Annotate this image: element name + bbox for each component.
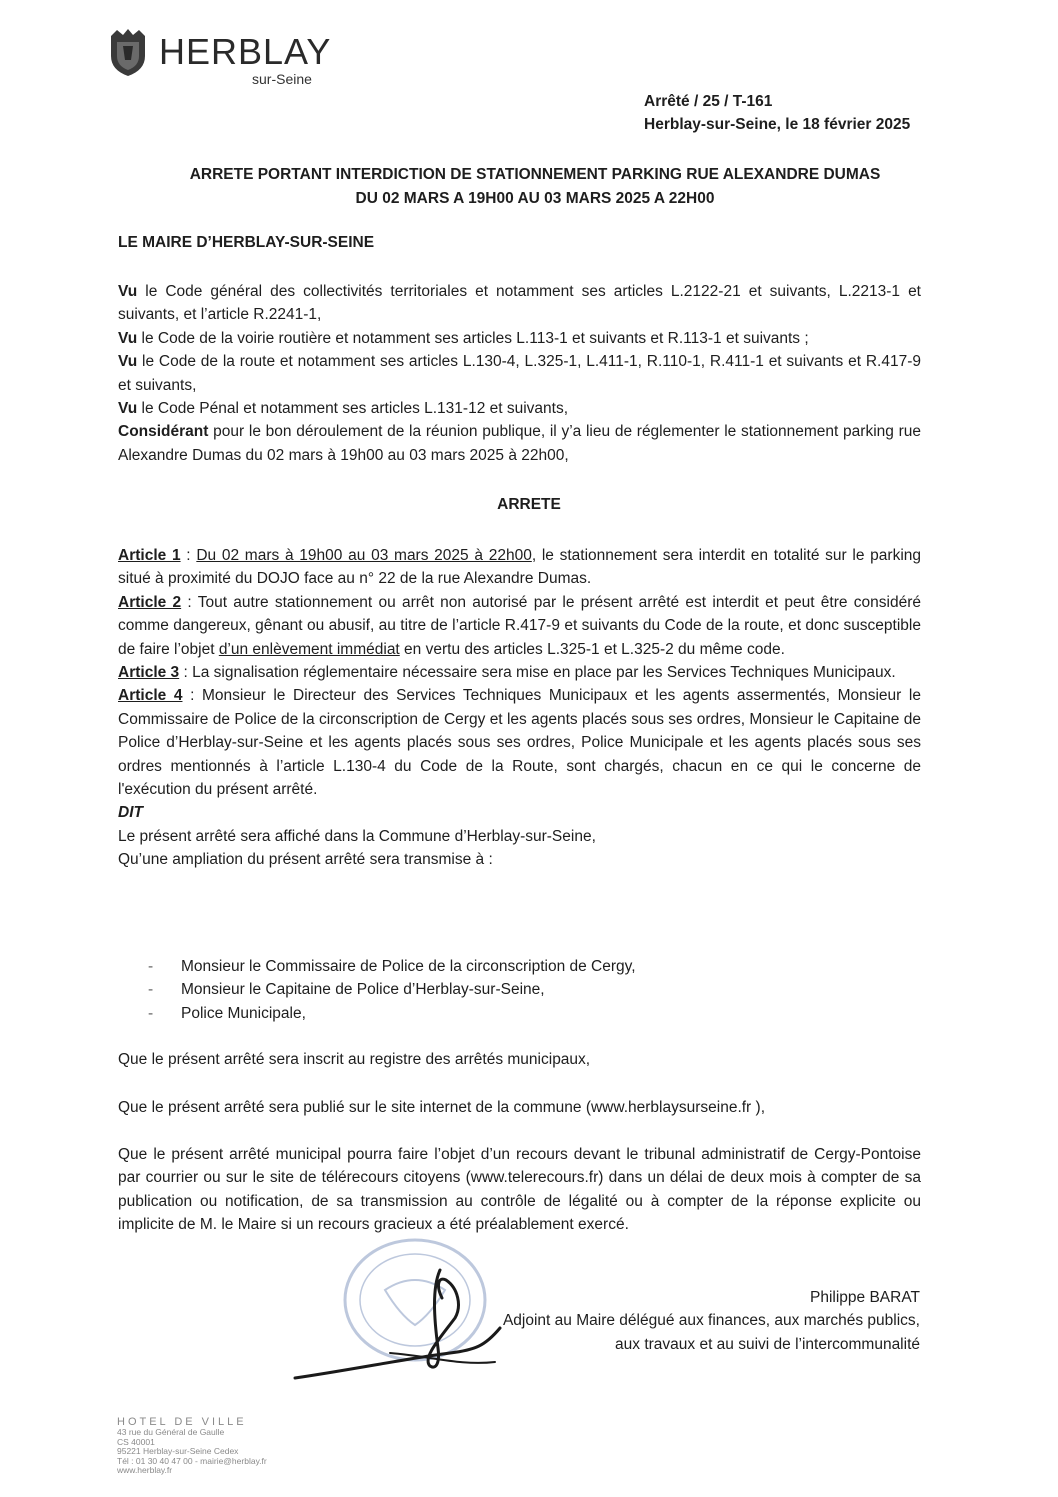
issuer-heading: LE MAIRE D’HERBLAY-SUR-SEINE bbox=[118, 234, 375, 251]
city-name-sub: sur-Seine bbox=[252, 71, 312, 87]
articles bbox=[118, 544, 921, 872]
reference-block bbox=[644, 90, 944, 136]
city-logo bbox=[103, 22, 333, 87]
footer-title: HOTEL DE VILLE bbox=[117, 1416, 247, 1428]
consideration-item: Vu le Code général des collectivités territoriales et notamment ses articles L.2122-21 et suivants, L.2213-1 et suivants, et l’article R.2241-1, bbox=[118, 283, 921, 324]
footer-line: 43 rue du Général de Gaulle bbox=[117, 1427, 225, 1437]
dit-line-2: Qu’une ampliation du présent arrêté sera transmise à : bbox=[118, 851, 493, 869]
dit-line-1: Le présent arrêté sera affiché dans la Commune d’Herblay-sur-Seine, bbox=[118, 827, 596, 845]
footer-address bbox=[117, 1416, 437, 1476]
city-crest-icon bbox=[103, 28, 153, 78]
city-name: HERBLAY bbox=[159, 31, 332, 72]
consideration-item: Vu le Code de la route et notamment ses articles L.130-4, L.325-1, L.411-1, R.110-1, R.411-1 et suivants et R.417-9 et suivants, bbox=[118, 353, 921, 394]
consideration-item: Considérant pour le bon déroulement de la réunion publique, il y’a lieu de réglementer le stationnement parking rue Alexandre Dumas du 02 mars à 19h00 au 03 mars 2025 à 22h00, bbox=[118, 423, 921, 464]
consideration-item: Vu le Code de la voirie routière et notamment ses articles L.113-1 et suivants et R.113-1 et suivants ; bbox=[118, 329, 809, 347]
list-item: - Monsieur le Capitaine de Police d’Herblay-sur-Seine, bbox=[148, 981, 545, 999]
registre-paragraph: Que le présent arrêté sera inscrit au registre des arrêtés municipaux, bbox=[118, 1051, 591, 1068]
list-item: - Monsieur le Commissaire de Police de la circonscription de Cergy, bbox=[148, 958, 636, 975]
article-4: Article 4 : Monsieur le Directeur des Services Techniques Municipaux et les agents assermentés, Monsieur le Commissaire de Police de la circonscription de Cergy et les agents placés sous ses ordres, Monsieur le Capitaine de Police d’Herblay-sur-Seine et les agents placés sous ses ordres, Police Municipale et les agents placés sous ses ordres mentionnés à l’article L.130-4 du Code de la Route, sont chargés, chacun en ce qui le concerne de l'exécution du présent arrêté. bbox=[118, 687, 921, 799]
article-3: Article 3 : La signalisation réglementaire nécessaire sera mise en place par les Services Techniques Municipaux. bbox=[118, 664, 896, 682]
recours-paragraph: Que le présent arrêté municipal pourra faire l’objet d’un recours devant le tribunal administratif de Cergy-Pontoise par courrier ou sur le site de télérecours citoyens (www.telerecours.fr) dans un délai de deux mois à compter de sa publication ou notification, de sa transmission au contrôle de légalité ou à compter de la réponse explicite ou implicite de M. le Maire si un recours gracieux a été préalablement exercé. bbox=[118, 1146, 921, 1234]
document-title bbox=[100, 163, 970, 211]
title-line-1: ARRETE PORTANT INTERDICTION DE STATIONNEMENT PARKING RUE ALEXANDRE DUMAS bbox=[189, 166, 881, 183]
place-date: Herblay-sur-Seine, le 18 février 2025 bbox=[644, 116, 911, 133]
considerations bbox=[118, 280, 921, 467]
consideration-item: Vu le Code Pénal et notamment ses articles L.131-12 et suivants, bbox=[118, 400, 569, 418]
article-2: Article 2 : Tout autre stationnement ou arrêt non autorisé par le présent arrêté est interdit et peut être considéré comme dangereux, gênant ou abusif, au titre de l’article R.417-9 et suivants du Code de la route, et donc susceptible de faire l’objet d’un enlèvement immédiat en vertu des articles L.325-1 et L.325-2 du même code. bbox=[118, 593, 921, 658]
publication-paragraph: Que le présent arrêté sera publié sur le site internet de la commune (www.herblaysurseine.fr ), bbox=[118, 1099, 765, 1116]
article-1: Article 1 : Du 02 mars à 19h00 au 03 mars 2025 à 22h00, le stationnement sera interdit en totalité sur le parking situé à proximité du DOJO face au n° 22 de la rue Alexandre Dumas. bbox=[118, 547, 922, 588]
title-line-2: DU 02 MARS A 19H00 AU 03 MARS 2025 A 22H00 bbox=[355, 190, 715, 207]
signatory-role-2: aux travaux et au suivi de l’intercommunalité bbox=[615, 1335, 920, 1353]
signatory-block bbox=[440, 1286, 920, 1356]
dit-label: DIT bbox=[118, 804, 143, 822]
recipient-list bbox=[148, 955, 636, 1025]
arrete-number: Arrêté / 25 / T-161 bbox=[644, 93, 773, 110]
footer-line: CS 40001 bbox=[117, 1436, 155, 1447]
footer-line: 95221 Herblay-sur-Seine Cedex bbox=[117, 1446, 239, 1456]
footer-line: Tél : 01 30 40 47 00 - mairie@herblay.fr bbox=[117, 1455, 267, 1466]
signatory-role-1: Adjoint au Maire délégué aux finances, aux marchés publics, bbox=[502, 1312, 920, 1330]
signatory-name: Philippe BARAT bbox=[810, 1289, 920, 1306]
footer-line: www.herblay.fr bbox=[117, 1465, 173, 1475]
arrete-heading: ARRETE bbox=[497, 496, 561, 513]
list-item: - Police Municipale, bbox=[148, 1004, 306, 1022]
